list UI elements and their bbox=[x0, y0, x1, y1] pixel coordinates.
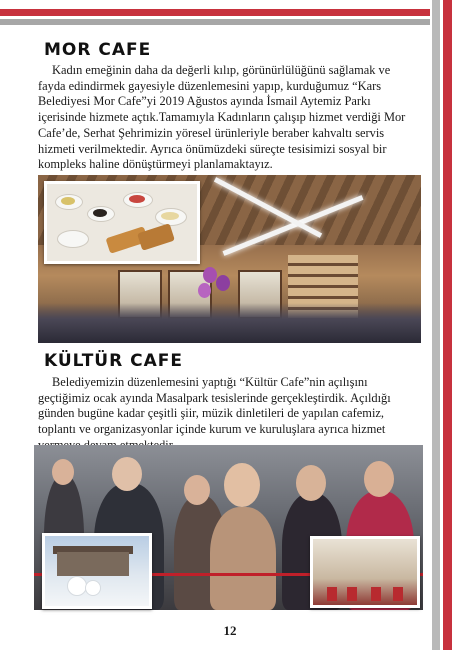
person-center bbox=[210, 507, 276, 610]
tomatoes bbox=[129, 195, 145, 203]
plate bbox=[57, 230, 89, 248]
breakfast-inset-photo bbox=[44, 181, 200, 264]
person-head bbox=[184, 475, 210, 505]
red-chair bbox=[327, 587, 337, 601]
top-red-stripe bbox=[0, 9, 430, 16]
red-chair bbox=[371, 587, 381, 601]
mor-cafe-text: Kadın emeğinin daha da değerli kılıp, görünürlülüğünü sağlamak ve fayda edindirmek gayesiyle düzenlemesini yapıp, kurduğumuz “Kars Belediyesi Mor Cafe”yi 2019 Ağustos ayında İsmail Aytemiz Parkı içerisinde hizmete açtık.Tamamıyla Kadınların çalışıp hizmet verdiği Mor Cafe’de, Serhat Şehrimizin yöresel ürünleriyle beraber kahvaltı servis hizmeti verilmektedir. Ayrıca önümüzdeki süreçte tesisimizi sosyal bir kompleks haline dönüştürmeyi planlamaktayız. bbox=[38, 63, 406, 172]
snow-sculpture bbox=[67, 576, 87, 596]
mor-cafe-paragraph bbox=[38, 63, 418, 173]
kultur-cafe-text: Belediyemizin düzenlemesini yaptığı “Kültür Cafe”nin açılışını geçtiğimiz ocak ayında Masalpark tesislerinde gerçekleştirdik. Açıldığı günden bugüne kadar çeşitli şiir, müzik dinletileri de yapılan cafemiz, toplantı ve organizasyonlar içinde kurum ve kuruluşlara ayrıca hizmet bbox=[38, 375, 391, 437]
person-head bbox=[52, 459, 74, 485]
kultur-cafe-interior-inset-photo bbox=[310, 536, 420, 608]
snow-sculpture bbox=[85, 580, 101, 596]
person-head bbox=[364, 461, 394, 497]
red-chair bbox=[347, 587, 357, 601]
side-gray-stripe bbox=[432, 0, 440, 650]
food bbox=[61, 197, 75, 205]
olives bbox=[93, 209, 107, 217]
side-red-stripe bbox=[443, 0, 452, 650]
person-head bbox=[296, 465, 326, 501]
balloon bbox=[198, 283, 211, 298]
kultur-cafe-paragraph bbox=[38, 375, 418, 454]
red-chair bbox=[393, 587, 403, 601]
cheese bbox=[161, 212, 179, 220]
balloon bbox=[216, 275, 230, 291]
kultur-cafe-heading: KÜLTÜR CAFE bbox=[44, 351, 183, 371]
top-gray-stripe bbox=[0, 19, 430, 25]
seated-guests bbox=[38, 303, 421, 343]
building bbox=[57, 552, 129, 576]
mor-cafe-heading: MOR CAFE bbox=[44, 40, 152, 60]
page-number: 12 bbox=[223, 623, 237, 638]
person-head bbox=[224, 463, 260, 507]
person-head bbox=[112, 457, 142, 491]
balloon bbox=[203, 267, 217, 283]
snowy-building-inset-photo bbox=[42, 533, 152, 609]
